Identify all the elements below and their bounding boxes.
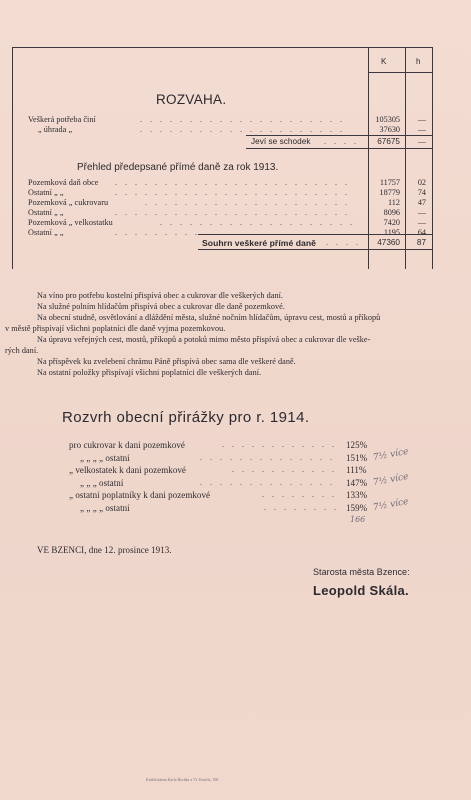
tax-cell-h: —	[417, 208, 426, 217]
column-k-header: K	[381, 57, 387, 66]
tax-row-label: Ostatní „ „	[28, 228, 64, 237]
leader-dots: . . . . . . . . . . . . . . . . . . . . .	[140, 115, 345, 124]
paragraph-line: rých daní.	[5, 346, 39, 355]
tax-cell-h: 64	[417, 228, 426, 237]
table-right-rule	[432, 47, 433, 269]
rozvrh-row-label: „ velkostatek k dani pozemkové	[69, 465, 186, 475]
table-cell-h: —	[417, 125, 426, 134]
leader-dots: . . . . . . . . . . . . . . . . . . . . .	[140, 125, 345, 134]
leader-dots: . . . . . . . . . . . . . . . . . . . .	[160, 218, 355, 227]
tax-cell-h: —	[417, 218, 426, 227]
tax-cell-h: 47	[417, 198, 426, 207]
rozvrh-title: Rozvrh obecní přirážky pro r. 1914.	[62, 409, 310, 426]
paragraph-line: Na služné polním hlídačům přispívá obec a cukrovar dle daně pozemkové.	[37, 302, 285, 311]
tax-cell-k: 7420	[383, 218, 400, 227]
leader-dots: . . . . . . . . . . . . . .	[200, 478, 335, 487]
total-label: Souhrn veškeré přímé daně	[202, 238, 316, 248]
date-line: VE BZENCI, dne 12. prosince 1913.	[37, 545, 172, 555]
leader-dots: . . . . . . . . . . . . . . . . . . . . . . . .	[115, 178, 350, 187]
rozvrh-pct: 111%	[346, 465, 367, 475]
schodek-k: 67675	[377, 137, 400, 146]
tax-cell-k: 11757	[379, 178, 400, 187]
printer-imprint: Knihtiskárna Karla Horáka a Vl. Krutila, 196	[146, 777, 219, 782]
handwritten-note: 7½ více	[372, 496, 410, 514]
rozvaha-title: ROZVAHA.	[156, 92, 227, 107]
column-h-header: h	[416, 57, 421, 66]
tax-row-label: Ostatní „ „	[28, 188, 64, 197]
table-cell-k: 105305	[375, 115, 400, 124]
total-h: 87	[416, 238, 426, 247]
tax-row-label: Ostatní „ „	[28, 208, 64, 217]
rozvrh-pct: 133%	[346, 490, 368, 500]
mayor-role: Starosta města Bzence:	[313, 567, 410, 577]
paragraph-line: Na příspěvek ku zvelebení chrámu Páně přispívá obec sama dle veškeré daně.	[37, 357, 296, 366]
header-bottom-rule	[368, 72, 433, 73]
paragraph-line: Na obecní studně, osvětlování a dláždění města, služné nočním hlídačům, úpravu cest, mostů a příkopů	[37, 313, 381, 322]
leader-dots: . . . .	[326, 238, 361, 247]
leader-dots: . . . .	[324, 137, 359, 146]
rozvrh-row-label: „ „ „ ostatní	[80, 478, 124, 488]
rozvrh-pct: 125%	[346, 440, 368, 450]
leader-dots: . . . . . . . . . . . . . . . . . . . . .	[145, 198, 350, 207]
leader-dots: . . . . . . . . . . . . . . . . . . . . . . . .	[115, 208, 350, 217]
table-row-label: „ úhrada „	[38, 125, 73, 134]
leader-dots: . . . . . . . . . . .	[232, 465, 337, 474]
rozvrh-pct: 159%	[346, 503, 368, 513]
schodek-h: —	[417, 137, 426, 146]
handwritten-note: 7½ více	[372, 471, 410, 489]
rozvrh-row-label: „ „ „ „ ostatní	[80, 503, 130, 513]
subtotal-rule	[246, 135, 433, 136]
table-cell-h: —	[417, 115, 426, 124]
tax-cell-k: 18779	[379, 188, 400, 197]
total-underline	[198, 249, 433, 250]
tax-cell-k: 8096	[383, 208, 400, 217]
leader-dots: . . . . . . . .	[262, 490, 337, 499]
total-k: 47360	[377, 238, 400, 247]
schodek-underline	[246, 148, 433, 149]
handwritten-note: 7½ více	[372, 446, 410, 464]
tax-row-label: Pozemková daň obce	[28, 178, 99, 187]
leader-dots: . . . . . . . . . . . . . . . . . . . . . . . .	[115, 228, 350, 237]
table-cell-k: 37630	[379, 125, 400, 134]
tax-row-label: Pozemková „ cukrovaru	[28, 198, 109, 207]
tax-section-title: Přehled předepsané přímé daně za rok 1913.	[77, 162, 279, 173]
leader-dots: . . . . . . . .	[264, 503, 339, 512]
tax-cell-k: 112	[388, 198, 400, 207]
tax-row-label: Pozemková „ velkostatku	[28, 218, 113, 227]
tax-cell-h: 02	[417, 178, 426, 187]
paragraph-line: Na ostatní položky přispívají všichni poplatníci dle veškerých daní.	[37, 368, 262, 377]
paragraph-line: v městě přispívají všichni poplatníci dle daně vyjma pozemkovou.	[5, 324, 226, 333]
table-top-rule	[12, 47, 433, 48]
tax-cell-k: 1195	[383, 228, 400, 237]
total-rule	[198, 234, 433, 235]
paragraph-line: Na víno pro potřebu kostelní přispívá obec a cukrovar dle veškerých daní.	[37, 291, 284, 300]
table-row-label: Veškerá potřeba činí	[28, 115, 96, 124]
leader-dots: . . . . . . . . . . . . . . . . . . . . . . . .	[115, 188, 350, 197]
paragraph-line: Na úpravu veřejných cest, mostů, příkopů a potoků mimo město přispívá obec a cukrovar dle veške-	[37, 335, 371, 344]
tax-cell-h: 74	[417, 188, 426, 197]
mayor-name: Leopold Skála.	[313, 583, 409, 598]
rozvrh-pct: 151%	[346, 453, 368, 463]
schodek-label: Jeví se schodek	[251, 137, 311, 146]
rozvrh-row-label: „ ostatní poplatníky k dani pozemkové	[69, 490, 211, 500]
rozvrh-row-label: „ „ „ „ ostatní	[80, 453, 130, 463]
handwritten-extra: 166	[350, 515, 366, 524]
leader-dots: . . . . . . . . . . . . . .	[200, 453, 335, 462]
table-left-rule	[12, 47, 13, 269]
leader-dots: . . . . . . . . . . . .	[222, 440, 337, 449]
rozvrh-row-label: pro cukrovar k dani pozemkové	[69, 440, 185, 450]
rozvrh-pct: 147%	[346, 478, 368, 488]
